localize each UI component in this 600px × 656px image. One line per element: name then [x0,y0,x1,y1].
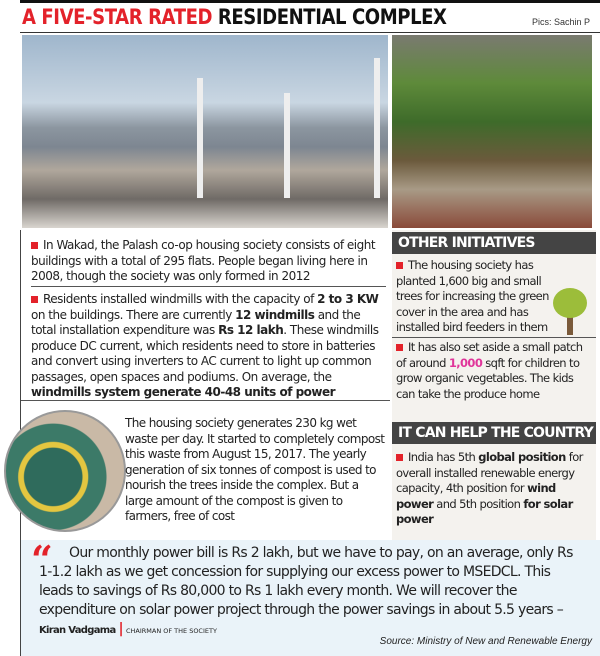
compost-bins-photo [4,410,126,532]
windmills-photo [22,35,388,228]
tree-icon [552,285,588,335]
quote-text [39,544,579,641]
author-role: CHAIRMAN OF THE SOCIETY [125,627,217,635]
t: The housing society has planted 1,600 big and small trees for increasing the green cover in the area and has installed bird feeders in them [396,258,549,334]
top-rule [20,0,600,3]
fact-palash-society [31,238,386,285]
photo-credit: Pics: Sachin P [531,17,590,27]
divider [20,32,600,33]
t: on the buildings. There are currently [31,307,236,322]
b: for solar power [396,496,573,526]
b: Rs 12 lakh [218,323,284,337]
headline [22,5,447,29]
india-position [396,450,592,528]
b: windmills system generate 40-48 units of power [31,385,336,399]
help-country-header: IT CAN HELP THE COUNTRY [392,422,596,444]
b: 12 windmills [235,307,315,322]
garden-photo [392,35,592,228]
headline-black: RESIDENTIAL COMPLEX [217,5,447,29]
t: for overall installed renewable energy capacity, 4th position for [396,450,583,495]
fact-windmills [31,292,386,401]
fact-text: In Wakad, the Palash co-op housing society consists of eight buildings with a total of 295 flats. People began living here in 2008, though the society was only formed in 2012 [31,238,376,283]
t: and 5th position [433,496,524,511]
bullet-icon [396,262,403,269]
initiative-garden [396,340,592,402]
t: India has 5th [408,450,479,464]
bullet-icon [31,296,38,303]
b: 2 to 3 KW [317,292,379,306]
windmill-icon [284,93,290,198]
headline-red: A FIVE-STAR RATED [22,5,213,29]
t: Residents installed windmills with the capacity of [43,292,318,306]
sidebar [392,230,596,540]
t: It has also set aside a small patch of around [396,340,583,370]
initiative-trees [396,258,556,336]
divider [392,337,596,338]
windmill-icon [197,78,203,198]
highlight: 1,000 [448,355,483,370]
t: sqft for children to grow organic vegetables. The kids can take the produce home [396,355,580,401]
compost-text: The housing society generates 230 kg wet waste per day. It started to completely compost this waste from August 15, 2017. The yearly generation of six tonnes of compost is used to nourish the trees inside the complex. But a large amount of the compost is given to farmers, free of cost [125,416,385,523]
b: global position [478,450,566,464]
quote-body: Our monthly power bill is Rs 2 lakh, but we have to pay, on an average, only Rs 1-1.2 lakh as we get concession for supplying our excess power to MSEDCL. This leads to savings of Rs 80,000 to Rs 1 lakh every month. We will recover the expenditure on solar power project through the power savings in about 5.5 years – [39,545,573,618]
quote-box [20,537,600,656]
t: and the total installation expenditure was [31,307,361,337]
bullet-icon [31,242,38,249]
quote-author: Kiran Vadgama [39,625,116,636]
bullet-icon [396,344,403,351]
other-initiatives-header: OTHER INITIATIVES [392,232,596,254]
quote-mark-icon: “ [31,537,53,582]
bullet-icon [396,454,403,461]
divider [31,286,386,287]
separator: | [118,621,123,637]
t: . These windmills produce DC current, which residents need to store in batteries and convert using inverters to AC current to light up common passages, open spaces and podiums. On average, the [31,323,379,384]
divider [21,400,390,401]
windmill-icon [374,58,380,198]
source-note: Source: Ministry of New and Renewable Energy [379,636,592,647]
b: wind power [396,481,556,511]
